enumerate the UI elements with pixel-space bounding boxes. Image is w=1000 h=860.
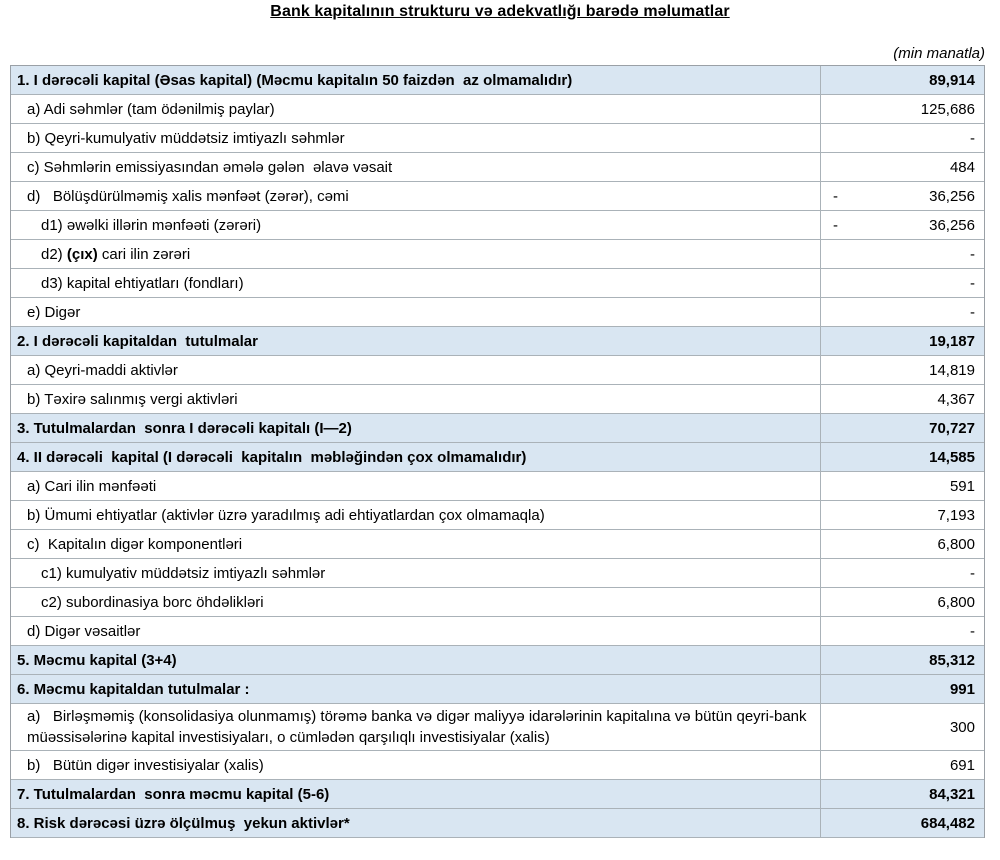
row-label: c) Kapitalın digər komponentləri <box>27 535 243 553</box>
row-value: - 36,256 <box>820 182 984 210</box>
row-value: 84,321 <box>820 780 984 808</box>
section-row <box>11 675 984 704</box>
row-value: 89,914 <box>820 66 984 94</box>
section-row <box>11 414 984 443</box>
table-row <box>11 751 984 780</box>
row-label: b) Təxirə salınmış vergi aktivləri <box>27 390 238 408</box>
row-label: c2) subordinasiya borc öhdəlikləri <box>41 593 264 611</box>
table-row <box>11 356 984 385</box>
row-label: b) Ümumi ehtiyatlar (aktivlər üzrə yaradılmış adi ehtiyatlardan çox olmamaqla) <box>27 506 545 524</box>
section-row <box>11 780 984 809</box>
row-value: - <box>820 617 984 645</box>
row-label: d1) əwəlki illərin mənfəəti (zərəri) <box>41 216 262 234</box>
row-label: 8. Risk dərəcəsi üzrə ölçülmuş yekun aktivlər* <box>17 814 350 832</box>
negative-sign: - <box>833 216 838 234</box>
row-value: 85,312 <box>820 646 984 674</box>
table-row <box>11 298 984 327</box>
row-label: e) Digər <box>27 303 81 321</box>
table-row <box>11 472 984 501</box>
row-value: 7,193 <box>820 501 984 529</box>
table-row <box>11 240 984 269</box>
row-value: - <box>820 124 984 152</box>
section-row <box>11 66 984 95</box>
row-value: 484 <box>820 153 984 181</box>
row-label: a) Cari ilin mənfəəti <box>27 477 157 495</box>
row-value: 6,800 <box>820 588 984 616</box>
table-row <box>11 559 984 588</box>
row-value: 684,482 <box>820 809 984 837</box>
row-label: c) Səhmlərin emissiyasından əmələ gələn əlavə vəsait <box>27 158 393 176</box>
table-row <box>11 704 984 751</box>
unit-note: (min manatla) <box>893 45 985 62</box>
row-value: 591 <box>820 472 984 500</box>
row-value: 14,819 <box>820 356 984 384</box>
capital-structure-table <box>10 65 985 838</box>
table-row <box>11 617 984 646</box>
row-value: - <box>820 240 984 268</box>
row-value: - 36,256 <box>820 211 984 239</box>
row-label: 6. Məcmu kapitaldan tutulmalar : <box>17 680 250 698</box>
page-title: Bank kapitalının strukturu və adekvatlığı barədə məlumatlar <box>270 3 730 20</box>
row-label: 1. I dərəcəli kapital (Əsas kapital) (Məcmu kapitalın 50 faizdən az olmamalıdır) <box>17 71 573 89</box>
row-value: 4,367 <box>820 385 984 413</box>
row-label: b) Bütün digər investisiyalar (xalis) <box>27 756 264 774</box>
table-row <box>11 124 984 153</box>
row-label: d2) (çıx) cari ilin zərəri <box>41 245 191 263</box>
row-value: 300 <box>820 704 984 750</box>
row-label: 5. Məcmu kapital (3+4) <box>17 651 177 669</box>
row-value: 14,585 <box>820 443 984 471</box>
section-row <box>11 809 984 838</box>
table-row <box>11 385 984 414</box>
section-row <box>11 646 984 675</box>
row-label: d) Bölüşdürülməmiş xalis mənfəət (zərər), cəmi <box>27 187 349 205</box>
table-row <box>11 530 984 559</box>
table-row <box>11 182 984 211</box>
section-row <box>11 327 984 356</box>
negative-sign: - <box>833 187 838 205</box>
table-row <box>11 588 984 617</box>
row-value: 125,686 <box>820 95 984 123</box>
table-row <box>11 211 984 240</box>
row-value: 691 <box>820 751 984 779</box>
row-label: d) Digər vəsaitlər <box>27 622 141 640</box>
table-row <box>11 501 984 530</box>
row-label: c1) kumulyativ müddətsiz imtiyazlı səhmlər <box>41 564 326 582</box>
row-label: 4. II dərəcəli kapital (I dərəcəli kapitalın məbləğindən çox olmamalıdır) <box>17 448 527 466</box>
row-value: 70,727 <box>820 414 984 442</box>
capital-table-body <box>11 66 984 838</box>
row-label: 2. I dərəcəli kapitaldan tutulmalar <box>17 332 258 350</box>
row-label: a) Birləşməmiş (konsolidasiya olunmamış) törəmə banka və digər maliyyə idarələrinin kapitalına və bütün qeyri-bank müəssisələrinə kapital investisiyaları, o cümlədən qarşılıqlı investisiyalar (xalis) <box>27 708 811 746</box>
table-row <box>11 269 984 298</box>
row-value: 991 <box>820 675 984 703</box>
row-value: - <box>820 559 984 587</box>
table-row <box>11 153 984 182</box>
row-value: 6,800 <box>820 530 984 558</box>
section-row <box>11 443 984 472</box>
row-value: - <box>820 269 984 297</box>
row-value: - <box>820 298 984 326</box>
table-row <box>11 95 984 124</box>
row-label: d3) kapital ehtiyatları (fondları) <box>41 274 244 292</box>
row-value: 19,187 <box>820 327 984 355</box>
report-page <box>0 3 1000 860</box>
row-label: 3. Tutulmalardan sonra I dərəcəli kapitalı (I—2) <box>17 419 352 437</box>
row-label: 7. Tutulmalardan sonra məcmu kapital (5-6) <box>17 785 330 803</box>
row-label: a) Adi səhmlər (tam ödənilmiş paylar) <box>27 100 275 118</box>
row-label: b) Qeyri-kumulyativ müddətsiz imtiyazlı səhmlər <box>27 129 345 147</box>
row-label: a) Qeyri-maddi aktivlər <box>27 361 178 379</box>
